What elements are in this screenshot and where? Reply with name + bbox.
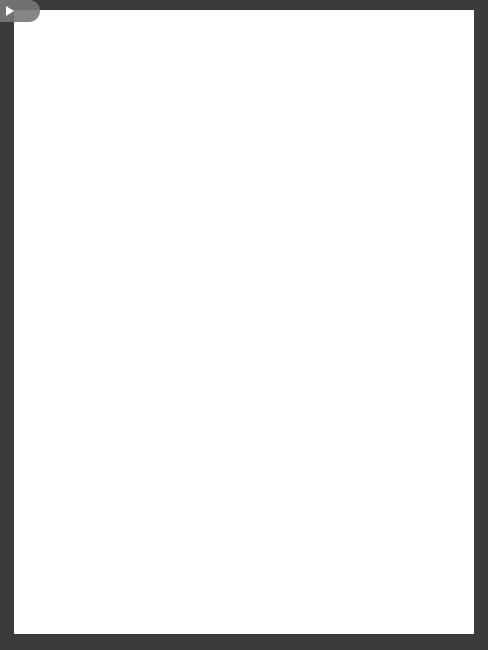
- play-triangle-icon: [6, 6, 14, 16]
- clipped-top-row: [14, 10, 474, 16]
- watermark-badge: [0, 0, 40, 22]
- pinyin-chart-sheet: [14, 10, 474, 634]
